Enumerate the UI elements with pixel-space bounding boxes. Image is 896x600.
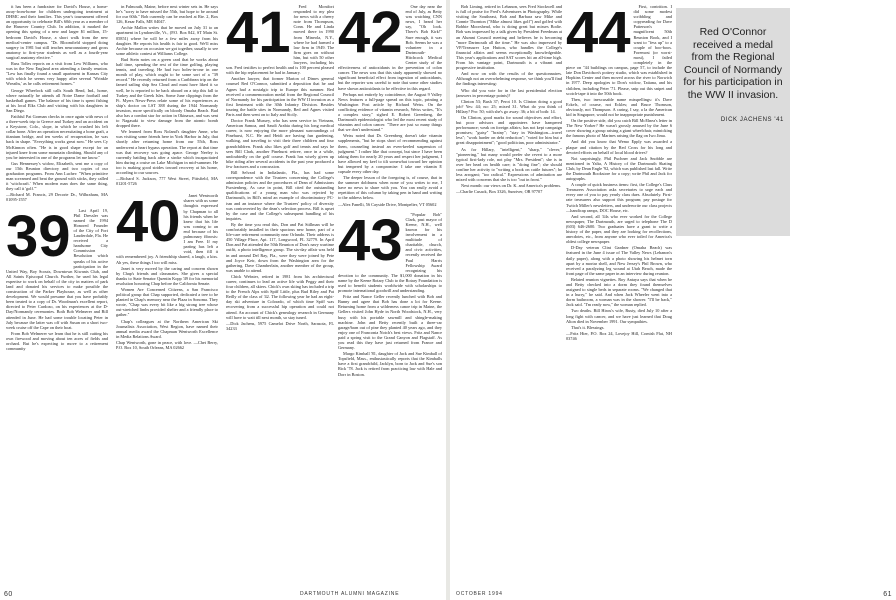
signoff: —Alex Fanelli, 56 Cayside Drive, Montpelier, VT 05602 (338, 201, 437, 207)
paragraph: Gus Hennessey's widow, Elizabeth, sent me a copy of our 15th Reunion directory and two copies of our graduation programs. From Ann Lucher: "When primitive man screamed and beat the ground with sticks, they called it 'witchcraft.' When modern man does the same thing, they call it 'golf.'" (6, 160, 108, 192)
right-page-number: 61 (883, 591, 892, 598)
paragraph: Fritz and Nance Geller recently lunched with Bob and Bunny and agree that Bob has done a lot for Keene. Returning home from a wilderness canoe trip in Maine, the Gellers visited John Hyde in North Woodstock, N.H., very busy with his portable sawmill and shingle-making machine. John and Betty recently built a three-car garage/barn out of pine they planted 40 years ago, and they enjoy one of Franconia Notch's best views. Fritz and Nance paid a spring visit to the Grand Canyon and Flagstaff. As you read this they have just returned from France and Germany. (338, 294, 442, 351)
paragraph: Janet Wentworth shares with us some thoughts expressed by Chapman to all his friends when he knew that his life was coming to an end because of his pulmonary fibrosis: I am Free. If my parting has left a void, then fill it with remembered joy. A friendship shared, a laugh, a kiss. Ah yes, these things I too will miss. (116, 193, 218, 265)
class-number-41: 41 (226, 4, 291, 65)
paragraph: Margo Kimball '81, daughter of Jack and Sue Kimball of Topsfield, Mass., enthusiastically reports that the Kimballs have a first grandchild, Jacklyn, born to Jack and Sue's son Rick '78. Jack is retired from practicing law with Hale and Dorr in Boston. (338, 351, 442, 377)
paragraph: As for Hillary, "intelligent," "sharp," "clever," "pioneering," but many would prefer she revert to a more typical first-lady role, not play "Mrs. President"; she is in over her head on health care; is "doing fine"; she should confine her activity to "writing a book on cattle futures"; be less arrogant; "too radical." Expressions of admiration are mixed with concerns that she is too "out in front." (456, 146, 562, 183)
right-page (450, 0, 896, 600)
left-page (0, 0, 446, 600)
running-head-issue: OCTOBER 1994 (456, 591, 503, 597)
paragraph: Belated reunion vignettes. Roy Antaya says that when he and Betty checked into a dorm they found themselves assigned to single beds in separate rooms. "We changed that in a hurry," he said. And when Jack Wheeler went into a dorm bathroom, a woman was in the shower. "I'll be back," Jack said. "I'm ready now," the woman replied. (566, 276, 672, 308)
class-number-39: 39 (6, 203, 71, 269)
paragraph: Bob Liming, retired in Lebanon, sees Fred Stockwell and is full of praise for Fred's Adventures in Photography. While visiting the Southeast, Bob and Barbara saw Mike and Connie Thornton ("Mike almost likes golf") and golfed with Bobbie Moorshead, who is doing great but misses Bodie. Bob was impressed by a talk given by President Freedman at an Alumni Council meeting and believes he is becoming "more Dartmouth all the time." He was also impressed by VP/Treasurer Lyn Hutton, who handles the College's financial affairs and seems exceptionally knowledgeable. This year's applications and SAT scores hit an all-time high. From his vantage point, Dartmouth is a vibrant and progressive institution. (456, 4, 562, 71)
paragraph: Russ Tolles reports on a visit from Lew Williams, who was in the New England area attending a family reunion. "Lew has finally found a small apartment in Kansas City with which he seems very happy after several 'Wrinkle Wreaths,' as he calls retirement homes." (6, 61, 108, 87)
paragraph: Then, two inexcusable name misspellings: it's Dave Eckels, of course, not Eckles; and Bruce Thomson, obviously, not Thompson. A caring, I say, a la the American kid in Singapore, would not be inappropriate punishment. (566, 96, 672, 117)
paragraph: A couple of quick business items: first, the College's Class Treasurers Association asks secretaries to urge each and every one of you to pay yearly class dues. Absolutely. First-rate treasurers also support this program; pay postage for Twitch Miller's newsletters, and underwrite our class projects—handicap ramps, DOC House, etc. (566, 182, 672, 213)
paragraph: Women Are Concerned Citizens, a San Francisco political group that Chap supported, dedicated a tree to be planted in Chap's memory near the Plaza in Sonoma. They wrote, "Chap was every bit like a big strong tree whose out-stretched limbs provided shelter and a friendly place to gather." (116, 286, 218, 318)
class-number-44: 44 (566, 4, 631, 65)
paragraph: One day near the end of July, as Betty was watching CNN news, I heard her say, "Oh look. There's Bob Kirk!" Sure enough, it was Bob. Seems he was a volunteer in a Dartmouth-Hitchcock Medical Center study of the effectiveness of antioxidants in the prevention of colon cancer. The news was that this study apparently showed no significant beneficial effect from ingestion of antioxidants, but the reporter was careful to note that some other studies have shown antioxidants to be effective in this regard. (338, 4, 442, 91)
paragraph: Chick Webster, retired in 1981 from his architectural career, continues to lead an active life with Peggy and their four children, all skiers. Chick's own skiing has included a trip to the French Alps with Spiff Little, plus Bud Riley and Pat Reilly of the class of '42. The following year he had an eight-day ski adventure in Colorado, of which time Spiff was recovering from a successful hip operation and could not attend. An account of Chick's genealogy research in Germany will have to wait till next month, so stay tuned. (226, 273, 334, 320)
paragraph: George Wheelock still calls South Bend, Ind., home, where naturally he attends all Notre Dame football and basketball games. The balance of his time is spent fishing at his local Elks Club and visiting with his daughters in San Diego. (6, 87, 108, 113)
class-number-42: 42 (338, 4, 403, 65)
column-5 (456, 4, 562, 582)
paragraph: We learned from Ross Noland's daughter Anne, who was visiting some friends here in York Harbor in July, that shortly after returning home from our 55th, Ross underwent a heart bypass operation. The report at that time was that recovery was going apace. George Neeley is currently battling back after a stroke which incapacitated him during a cruise on Lake Michigan in mid-summer. He too is making good strides toward recovery at his home, according to our sources. (116, 129, 218, 175)
column-2 (116, 4, 218, 582)
signoff: —Richard S. Jackson, 777 West Street, Pittsfield, MA 01201-5726 (116, 176, 218, 187)
paragraph: On Clinton, good marks for sound objectives and effort, but poor advisors and appointees have hampered performance; weak on foreign affairs; has not kept campaign promises; "gutsy" "brainy"; "stay in Washington—travel less"; "work harder on debt reduction"; "voted for him but a great disappointment"; "good politician, poor administrator." (456, 114, 562, 146)
paragraph: D-Day veteran Clint Gardner (Omaha Beach) was featured in the June 4 issue of The Valley News (Lebanon's daily paper), along with a photo showing his helmet torn apart by a mortar shell, and New Jersey's Phil Brown, who received a paralyzing leg wound at Utah Beach, made the front page of the same paper in an interview during reunion. (566, 245, 672, 276)
paragraph: Not surprisingly, Phil Puchner and Jack Snobble are mentioned in Yalta, A History of the Dartmouth Skating Club, by Dean Engle '92, which was published last fall. Write the Dartmouth Bookstore for a copy; write Phil and Jack for autographs. (566, 155, 672, 182)
paragraph: Chap's colleagues at the Northern American Ski Journalists Association, West Region, have named their annual media award the Chapman Wentworth Excellence in Media Relations Award. (116, 318, 218, 339)
paragraph: Bill Selvard in Indialantic, Fla., has had some correspondence with the Trustees concerning the College's admission policies and the procedures of Dean of Admissions Furstenberg. As case in point, Bill cited the outstanding qualifications of a young man who was rejected by Dartmouth, in Bill's mind an example of discriminatory PC-ism and an instance where the Trustees' policy of diversity was controverted by the dean's selection process. Bill is upset by the case and the College's subsequent handling of his inquiries. (226, 170, 334, 221)
left-page-number: 60 (4, 591, 13, 598)
signoff: —Fritz Hier, P.O. Box 24, Lovejoy Hill, Cornish Flat, NH 03746 (566, 330, 672, 341)
paragraph: Weiss noted that Dr. Greenberg doesn't take vitamin supplements, "but he stops short of recommending against them, counseling instead an even-keeled suspension of judgment." I rather like that concept, but since I have been taking them for nearly 20 years and respect her judgment, I have allowed my keel to tilt somewhat toward her opinion but tempered by a compromise: I take one vitamin E capsule every other day. (338, 133, 442, 174)
paragraph: it has been a fundraiser for David's House, a home-away-from-home for children undergoing treatment at DHMC and their families. This year's tournament offered an opportunity to celebrate Bill's 60th year as a member of the Hanover Country Club. In addition, it marked the opening this spring of a new and larger $1 million, 15-bedroom David's House, a short walk from the new medical-center campus. "Dr. Bloomfield stopped doing surgery in 1981 but still teaches neuroanatomy and gross anatomy to first-year students as well as a fourth-year surgical anatomy elective." (6, 4, 108, 60)
paragraph: Fred Montfort responded to my plea for news with a cheery note from Thompson, Conn. He and Linda moved there in 1990 from Mineola, N.Y., where he had farmed a law firm in 1949. The firm goes on without him, but with 50 other lawyers, including his son. Fred testifies to perfect health and is 100 percent pleased with the hip replacement he had in January. (226, 4, 334, 76)
pull-quote-text: Red O'Connor received a medal from the Regional Council of Normandy for his participation in the WW II invasion. (683, 26, 783, 101)
paragraph: Archie Mallon writes that he moved on July 31 to an apartment in Lyndonville, Vt., (P.O. Box 842, ST Main St. 05851) where he will be a few miles away from his daughter. He reports his health is fair to good. We'll miss Archie because on occasion we got together, usually to see some athletic contest at Williams College. (116, 25, 218, 56)
column-3 (226, 4, 334, 582)
signoff: —Charlie Cusack, Box 3326, Sunriver, OR 97707 (456, 189, 543, 195)
pull-quote-attribution: DICK JACHENS '41 (720, 117, 784, 123)
paragraph: Who did you vote for in the last presidential election (answers in percentage points)? (456, 87, 562, 98)
paragraph: That's it. Blessings. (571, 324, 605, 330)
paragraph: And did you know that Wemo Epply was awarded a plaque and citation by the Red Cross for his long and devoted efforts on behalf of local blood drives? (566, 139, 672, 155)
paragraph: Last April 19, Phil Dressler was named the 1994 Honored Founder of the City of Fort Lauderdale, Fla. He received a handsome City Commission Resolution which speaks of his active participation in the United Way, Boy Scouts, Downtown Kiwanis Club, and All Saints Episcopal Church. Further, he used his legal expertise to work on behalf of the city in matters of park land and donated his services to make possible the construction of the Parker Playhouse, as well as other development. We would presume that you have probably been treated to a copy of Dr. Woodman's excellent report, directed to Peter Cardozo, on his experiences at the D-Day/Normandy ceremonies. Both Bob Welmerer and Bill attended in June. He had some trouble locating Peter in July because the latter was off with Susan on a short two-week cruise off the Cape on their boat. (6, 207, 108, 330)
column-6 (566, 4, 672, 582)
signoff: —Richard M. Francis, 29 Decorie Dr., Wilbraham, MA 01095-1557 (6, 192, 108, 203)
paragraph: Next month: our views on Dr. K. and America's problems. (461, 183, 562, 189)
signoff: Chap Wentworth, gone in peace, with love. —Chet Berry, P.O. Box 10, South Orleans, MA 02662 (116, 339, 218, 350)
paragraph: From Bob Welmerer we learn that he is still cutting his own firewood and moving about ten acres of fields and orchard. But he's expecting to move to a retirement community (6, 330, 108, 352)
paragraph: "Popular Bob" Clark, past mayor of Keene, N.H., well known for his involvement in a multitude of charitable, church, and civic activities, recently received the Paul Harris Fellowship Award recognizing his devotion to the community. The $1,000 donation in his name by the Keene Rotary Club to the Rotary Foundation is used to benefit students worldwide with scholarships to promote international goodwill and understanding. (338, 211, 442, 294)
paragraph: Clinton 53; Bush 37; Perot 10. Is Clinton doing a good job? Yes: 44; no: 25; mixed 31. What do you think of Hillary? Pro: 50; with she's go away: 36; a bit of both: 14. (456, 98, 562, 114)
column-4 (338, 4, 442, 582)
running-head-magazine: DARTMOUTH ALUMNI MAGAZINE (300, 591, 400, 597)
paragraph: On the positive side, did you catch Bill McElnea's letter in The New Yorker? He wasn't grossly amused by the June 6 cover showing a group raising a giant wheelchair, mimicking the famous photo of Marines raising the flag on Iwo Jima. (566, 118, 672, 139)
paragraph: And second, all '44s who ever worked for the College newspaper, The Dartmouth, are urged to telephone The D (603) 646-2600. Two graduates have a grant to write a history of the paper, and they are looking for recollections, anecdotes, etc., from anyone who ever toiled for America's oldest college newspaper. (566, 213, 672, 245)
pull-quote-box (676, 8, 790, 236)
paragraph: Perhaps not entirely by coincidence, the August 9 Valley News features a full-page spread on this topic, printing a Washington Post article by Richard Weiss. On the conflicting evidence of vitamin research, Weiss writes, "It's a complex story," sighed E. Robert Greenberg, the Dartmouth epidemiologist who led the most recent study of vitamins and colon cancer. "There are just so many things that we don't understand." (338, 91, 442, 133)
paragraph: Bud Stein notes on a green card that he works about half time, spending the rest of the time golfing, playing tennis, and traveling. He had two holes-in-one in one month of play, which ought to be some sort of a "39 record." He recently returned from a Caribbean trip on the famed sailing ship Sea Cloud and must have liked it so well, he is reported to be back aboard on a trip this fall to Turkey and the Greek Isles. Some June clippings from the Ft. Myers News-Press relate some of his experiences as ship's doctor on LST 388 during the 1944 Normandy invasion, more specifically on bloody Omaha Beach. Bud also has a combat star for action in Okinawa, and was sent to Nagasaki to view damage from the atomic bomb dropped there. (116, 56, 218, 129)
paragraph: Two deaths. Bill Hirou's wife, Rusty, died July 10 after a long fight with cancer, and we have just learned that Doug Alton died in November 1991. Our sympathies. (566, 308, 672, 324)
paragraph: Janet is very moved by the caring and concern shown by Chap's friends and classmates. She gives a special thanks to State Senator Quentin Kopp '49 for his memorial resolution honoring Chap before the California Senate. (116, 265, 218, 286)
paragraph: Faithful Pat Gorman checks in once again with news of a three-week trip to Greece and Turkey and an accident on a Keystone, Colo., slope, in which he crushed his left collar bone. After an operation necessitating a bone graft, a titanium bridge, and ten weeks of recuperation, he was back in shape. "Everything works great now." He sees Cy McKinnon often. "He is in good shape except for an injured knee from some mountain climbing. Should any of you be interested in one of the programs let me know." (6, 113, 108, 160)
paragraph: in Falmouth, Maine, before next winter sets in. He says he's "sorry to have missed the 55th, but hope to be around for our 60th." Bob currently can be reached at Rte. 2, Box 126, Kezar Falls, ME 04047. (116, 4, 218, 25)
paragraph: And now on with the results of the questionnaires. Although not an overwhelming response, we think you'll find the findings interesting: (456, 71, 562, 87)
class-number-40: 40 (116, 189, 181, 255)
paragraph: Another lawyer, that former Marion of Dimes general counsel Red O'Connor, submitted a deposition that he and Agnes had a nostalgic trip to Europe this summer. Red received a commemoration medal from the Regional Council of Normandy for his participation in the WW II invasion as a first lieutenant with the 30th Infantry Division. Besides touring the battle sites in Normandy, Red and Agnes visited Paris and then went on to Italy and Sicily. (226, 76, 334, 117)
paragraph: Doctor Frank Mussey, who has seen service in Vietnam, American Samoa, and Saudi Arabia during his long medical career, is now enjoying the more pleasant surroundings of Pinehurst, N.C. He and Heidi are having fun gardening, walking, and traveling to visit their three children and four grandchildren. Frank also likes golf and tennis and says he sees Bill Clark, another Pinehurst retiree, once in a while, undoubtedly on the golf course. Frank has wisely given up bike riding after several accidents in the past year produced a few fractures and a concussion. (226, 118, 334, 169)
signoff: —Dick Jachens, 5975 Camelot Drive North, Sarasota, FL 34233 (226, 320, 334, 331)
paragraph: By the time you read this, Don and Pat Stillman will be comfortably installed in their spacious new home, part of a life-care retirement community near Orlando. Their address is 450 Village Place, Apt. 117, Longwood, FL 32779. In April Don and Pat attended the 50th Reunion of Don's navy wartime outfit, a photo intelligence group. The six-day affair was held in and around Del Ray, Fla., were they were joined by Pete and Joyce Keir, down from the Washington area for the gathering. Dave Chamberlain, another member of the group, was unable to attend. (226, 221, 334, 273)
paragraph: First, contrition. I did some modest scribbling and copyreading for Dave Patterson's magnificent 50th Reunion Book, and I want to "fess up" to a couple of boo-boos. Foremost (or worst-most), I failed completely in the piece on "44 buildings on campus, page 57, to include the late Don Davidson's pottery studio, which was established in Hopkins Center and then moved across the river to Norwich in 1977. Deep apologies to Don's widow, Tatiana, and his children, including Peter '71. Please, snip out this snipet and scotch-tape it into the 50th book. (566, 4, 672, 96)
paragraph: The deeper lesson of the foregoing is, of course, that in the summer doldrums when none of you writes to me, I have no news to share with you. You can easily avoid a repetition of this column by taking pen in hand and writing to the address below. (338, 175, 442, 201)
column-1 (6, 4, 108, 582)
class-number-43: 43 (338, 207, 403, 273)
